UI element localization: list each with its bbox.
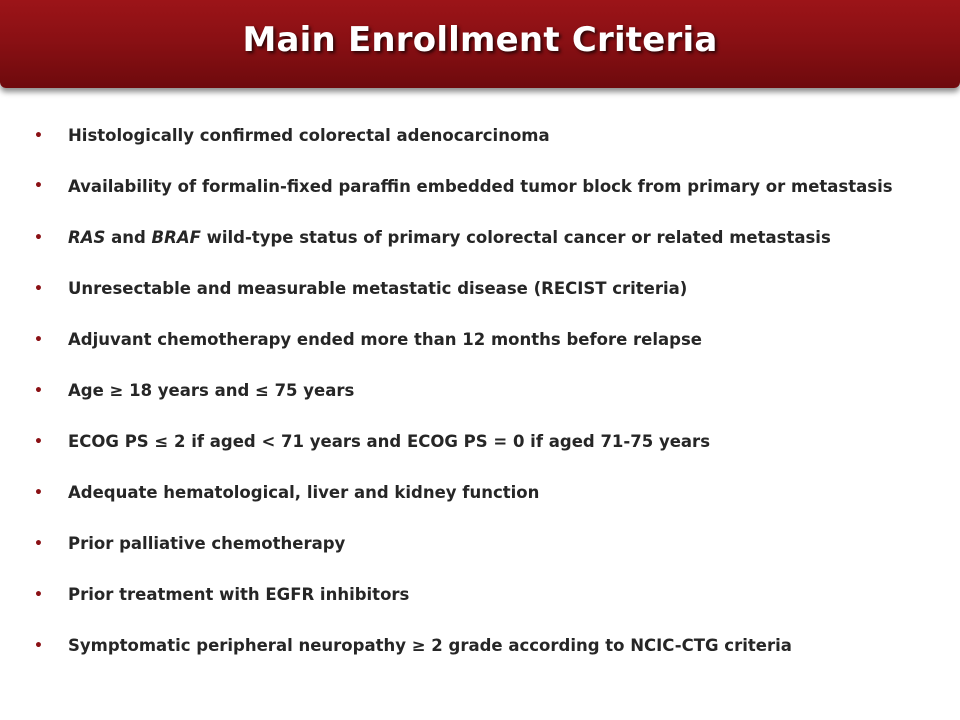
criteria-item bbox=[34, 116, 898, 156]
criteria-text bbox=[68, 228, 831, 247]
criteria-text: Availability of formalin-fixed paraffin embedded tumor block from primary or metastasis bbox=[68, 177, 893, 196]
criteria-item bbox=[34, 167, 898, 203]
criteria-item bbox=[34, 575, 898, 615]
braf-gene-label: BRAF bbox=[151, 228, 201, 247]
criteria-item bbox=[34, 218, 898, 258]
bullet-icon: • bbox=[34, 332, 43, 348]
slide-title: Main Enrollment Criteria bbox=[242, 20, 718, 60]
criteria-item bbox=[34, 473, 898, 513]
criteria-item bbox=[34, 371, 898, 411]
criteria-text: ECOG PS ≤ 2 if aged < 71 years and ECOG PS = 0 if aged 71-75 years bbox=[68, 432, 711, 451]
criteria-item bbox=[34, 320, 898, 360]
criteria-item bbox=[34, 626, 898, 666]
title-bar bbox=[0, 0, 960, 88]
criteria-item bbox=[34, 524, 898, 564]
criteria-text: Unresectable and measurable metastatic disease (RECIST criteria) bbox=[68, 279, 688, 298]
bullet-icon: • bbox=[34, 230, 43, 246]
bullet-icon: • bbox=[34, 178, 43, 194]
bullet-icon: • bbox=[34, 434, 43, 450]
criteria-text: Adjuvant chemotherapy ended more than 12 months before relapse bbox=[68, 330, 702, 349]
bullet-icon: • bbox=[34, 383, 43, 399]
criteria-item bbox=[34, 422, 898, 462]
criteria-text: Age ≥ 18 years and ≤ 75 years bbox=[68, 381, 355, 400]
criteria-text: Prior treatment with EGFR inhibitors bbox=[68, 585, 410, 604]
bullet-icon: • bbox=[34, 128, 43, 144]
criteria-text-part: and bbox=[105, 228, 152, 247]
bullet-icon: • bbox=[34, 536, 43, 552]
bullet-icon: • bbox=[34, 587, 43, 603]
bullet-icon: • bbox=[34, 485, 43, 501]
criteria-text-part: wild-type status of primary colorectal cancer or related metastasis bbox=[200, 228, 831, 247]
criteria-text: Histologically confirmed colorectal adenocarcinoma bbox=[68, 126, 550, 145]
criteria-item bbox=[34, 269, 898, 309]
bullet-icon: • bbox=[34, 281, 43, 297]
criteria-text: Symptomatic peripheral neuropathy ≥ 2 grade according to NCIC-CTG criteria bbox=[68, 636, 792, 655]
criteria-text: Prior palliative chemotherapy bbox=[68, 534, 346, 553]
criteria-text: Adequate hematological, liver and kidney function bbox=[68, 483, 540, 502]
ras-gene-label: RAS bbox=[68, 228, 106, 247]
criteria-list bbox=[34, 116, 898, 677]
bullet-icon: • bbox=[34, 638, 43, 654]
